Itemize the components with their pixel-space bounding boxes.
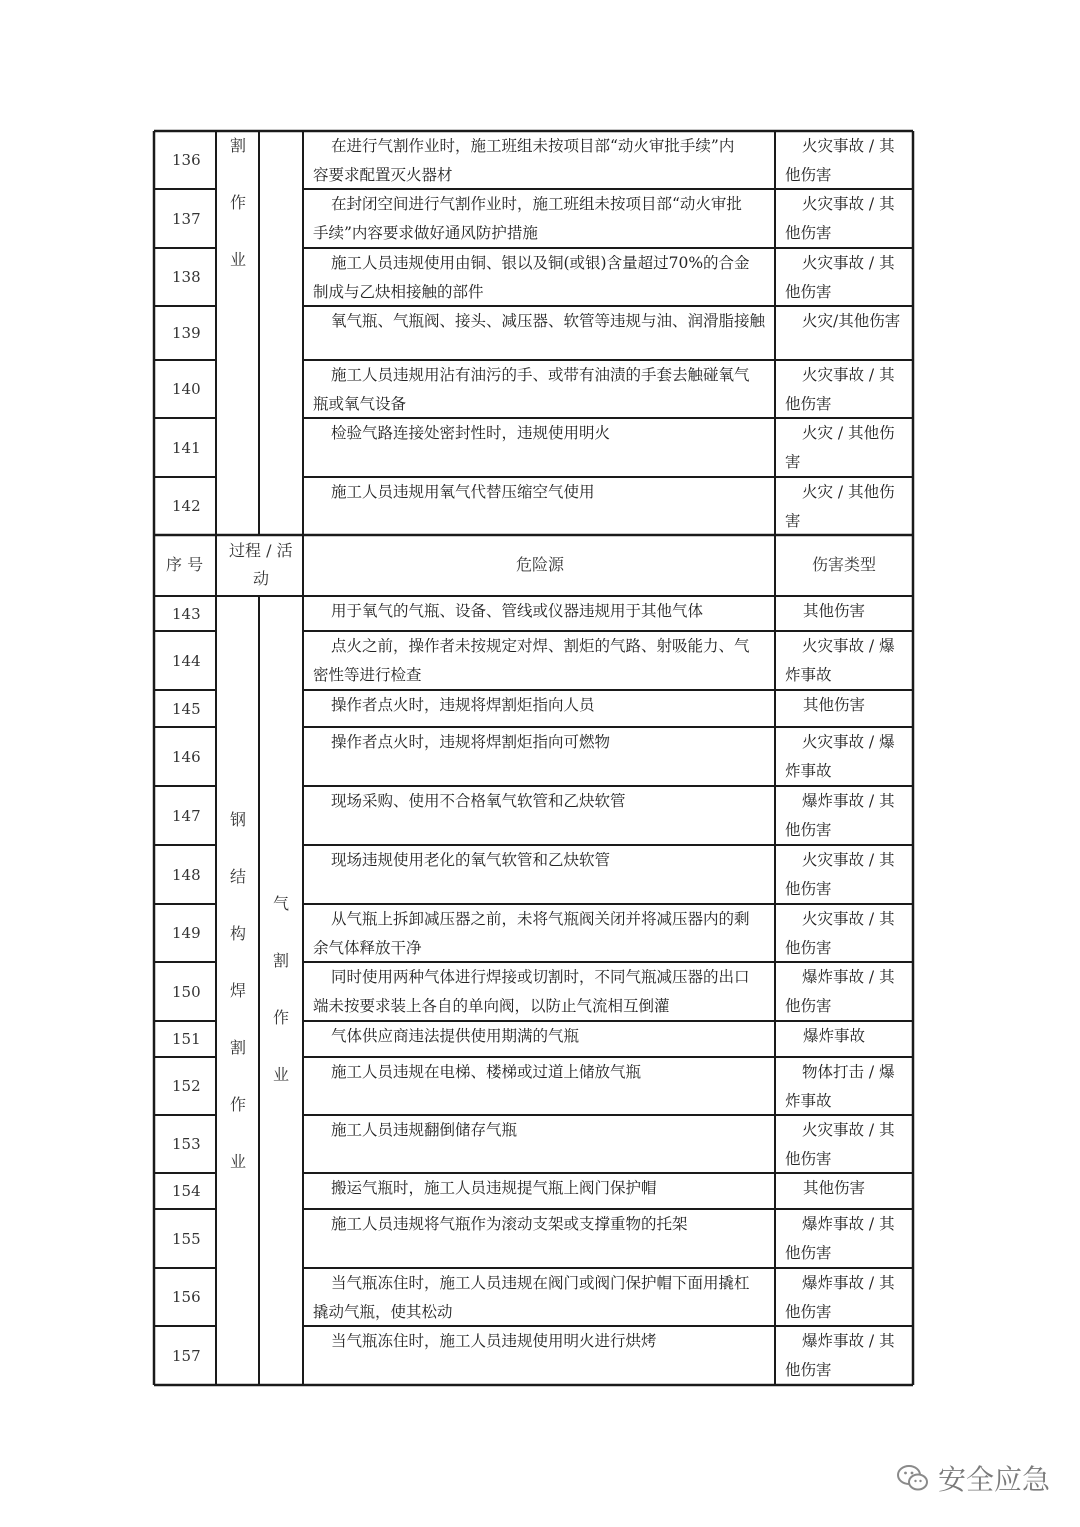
hazard-text: 在进行气割作业时，施工班组未按项目部“动火审批手续”内 xyxy=(331,137,735,155)
injury-text: 他伤害 xyxy=(785,1150,832,1168)
hazard-text: 施工人员违规用沾有油污的手、或带有油渍的手套去触碰氧气 xyxy=(331,366,750,384)
row-number: 156 xyxy=(172,1288,201,1306)
injury-text: 火灾事故 / 其 xyxy=(802,1121,895,1139)
hazard-text: 检验气路连接处密封性时，违规使用明火 xyxy=(331,424,611,442)
injury-text: 爆炸事故 / 其 xyxy=(802,1274,895,1292)
subprocess-char: 作 xyxy=(273,1008,290,1027)
subprocess-char: 气 xyxy=(273,894,290,913)
header-hazard: 危险源 xyxy=(516,555,565,574)
injury-text: 爆炸事故 / 其 xyxy=(802,1215,895,1233)
injury-text: 他伤害 xyxy=(785,395,832,413)
hazard-text: 搬运气瓶时，施工人员违规提气瓶上阀门保护帽 xyxy=(331,1179,657,1197)
injury-text: 其他伤害 xyxy=(803,696,866,714)
row-number: 145 xyxy=(172,699,201,718)
row-number: 136 xyxy=(172,151,201,169)
row-number: 141 xyxy=(172,438,201,457)
hazard-text: 气体供应商违法提供使用期满的气瓶 xyxy=(331,1027,580,1045)
injury-text: 火灾事故 / 其 xyxy=(802,195,895,213)
hazard-text: 当气瓶冻住时，施工人员违规在阀门或阀门保护帽下面用撬杠 xyxy=(331,1274,750,1292)
process-char: 构 xyxy=(230,924,247,943)
row-number: 138 xyxy=(172,268,201,286)
process-char: 业 xyxy=(230,1152,247,1171)
watermark xyxy=(896,1458,1050,1498)
subprocess-char: 割 xyxy=(273,951,290,970)
hazard-text: 点火之前，操作者未按规定对焊、割炬的气路、射吸能力、气 xyxy=(331,637,750,655)
row-number: 139 xyxy=(172,324,201,342)
injury-text: 他伤害 xyxy=(785,821,832,839)
injury-text: 害 xyxy=(785,453,801,471)
row-number: 148 xyxy=(172,865,201,884)
hazard-text: 施工人员违规翻倒储存气瓶 xyxy=(331,1121,518,1139)
row-number: 154 xyxy=(172,1182,201,1200)
injury-text: 他伤害 xyxy=(785,1361,832,1379)
injury-text: 他伤害 xyxy=(785,939,832,957)
process-char: 割 xyxy=(230,1038,247,1057)
injury-text: 火灾 / 其他伤 xyxy=(802,424,895,442)
process-char: 焊 xyxy=(230,981,247,1000)
hazard-text: 施工人员违规使用由铜、银以及铜(或银)含量超过70%的合金 xyxy=(331,254,750,272)
injury-text: 炸事故 xyxy=(785,762,832,780)
row-number: 147 xyxy=(172,806,201,825)
subprocess-char: 割 xyxy=(230,136,247,155)
row-number: 143 xyxy=(172,604,201,623)
injury-text: 他伤害 xyxy=(785,166,832,184)
subprocess-char: 业 xyxy=(273,1065,290,1084)
subprocess-char: 业 xyxy=(230,250,247,269)
injury-text: 物体打击 / 爆 xyxy=(802,1063,895,1081)
injury-text: 爆炸事故 / 其 xyxy=(802,792,895,810)
injury-text: 他伤害 xyxy=(785,283,832,301)
row-number: 155 xyxy=(172,1229,201,1248)
hazard-text: 容要求配置灭火器材 xyxy=(313,166,453,184)
injury-text: 火灾事故 / 其 xyxy=(802,910,895,928)
hazard-text: 余气体释放干净 xyxy=(313,939,422,957)
injury-text: 炸事故 xyxy=(785,1092,832,1110)
injury-text: 火灾事故 / 其 xyxy=(802,851,895,869)
hazard-text: 施工人员违规用氧气代替压缩空气使用 xyxy=(331,483,595,501)
hazard-text: 密性等进行检查 xyxy=(313,666,422,684)
injury-text: 火灾事故 / 其 xyxy=(802,254,895,272)
injury-text: 其他伤害 xyxy=(803,1179,866,1197)
process-char: 结 xyxy=(230,867,247,886)
row-number: 140 xyxy=(172,380,201,398)
header-seq: 序 号 xyxy=(166,555,204,574)
injury-text: 害 xyxy=(785,512,801,530)
injury-text: 爆炸事故 / 其 xyxy=(802,968,895,986)
hazard-text: 撬动气瓶，使其松动 xyxy=(313,1303,453,1321)
row-number: 144 xyxy=(172,651,201,670)
injury-text: 他伤害 xyxy=(785,880,832,898)
injury-text: 他伤害 xyxy=(785,224,832,242)
injury-text: 火灾事故 / 爆 xyxy=(802,733,895,751)
injury-text: 火灾 / 其他伤 xyxy=(802,483,895,501)
injury-text: 火灾事故 / 其 xyxy=(802,366,895,384)
hazard-text: 施工人员违规将气瓶作为滚动支架或支撑重物的托架 xyxy=(331,1215,688,1233)
hazard-text: 制成与乙炔相接触的部件 xyxy=(313,283,484,301)
injury-text: 爆炸事故 / 其 xyxy=(802,1332,895,1350)
hazard-text: 同时使用两种气体进行焊接或切割时，不同气瓶减压器的出口 xyxy=(331,968,750,986)
watermark-text: 安全应急 xyxy=(938,1463,1051,1496)
injury-text: 火灾事故 / 其 xyxy=(802,137,895,155)
hazard-text: 用于氧气的气瓶、设备、管线或仪器违规用于其他气体 xyxy=(331,602,704,620)
hazard-text: 操作者点火时，违规将焊割炬指向可燃物 xyxy=(331,733,611,751)
injury-text: 火灾/其他伤害 xyxy=(802,312,901,330)
row-number: 157 xyxy=(172,1346,201,1365)
wechat-icon xyxy=(896,1463,930,1493)
row-number: 151 xyxy=(172,1030,201,1048)
hazard-text: 瓶或氧气设备 xyxy=(313,395,407,413)
injury-text: 其他伤害 xyxy=(803,602,866,620)
header-process-line1: 过程 / 活 xyxy=(229,541,293,560)
injury-text: 他伤害 xyxy=(785,1303,832,1321)
hazard-text: 现场采购、使用不合格氧气软管和乙炔软管 xyxy=(331,792,626,810)
row-number: 152 xyxy=(172,1077,201,1095)
header-injury: 伤害类型 xyxy=(812,555,877,574)
hazard-text: 施工人员违规在电梯、楼梯或过道上储放气瓶 xyxy=(331,1063,642,1081)
hazard-text: 在封闭空间进行气割作业时，施工班组未按项目部“动火审批 xyxy=(331,195,742,213)
process-char: 钢 xyxy=(230,810,247,829)
hazard-text: 现场违规使用老化的氧气软管和乙炔软管 xyxy=(331,851,611,869)
row-number: 142 xyxy=(172,497,201,515)
row-number: 153 xyxy=(172,1135,201,1153)
hazard-text: 操作者点火时，违规将焊割炬指向人员 xyxy=(331,696,595,714)
injury-text: 他伤害 xyxy=(785,1244,832,1262)
row-number: 146 xyxy=(172,747,201,766)
row-number: 150 xyxy=(172,982,201,1001)
subprocess-char: 作 xyxy=(230,193,247,212)
process-char: 作 xyxy=(230,1095,247,1114)
hazard-text: 端未按要求装上各自的单向阀，以防止气流相互倒灌 xyxy=(313,997,670,1015)
header-process-line2: 动 xyxy=(253,569,270,588)
hazard-text: 氧气瓶、气瓶阀、接头、减压器、软管等违规与油、润滑脂接触 xyxy=(331,312,766,330)
hazard-text: 从气瓶上拆卸减压器之前，未将气瓶阀关闭并将减压器内的剩 xyxy=(331,910,750,928)
injury-text: 爆炸事故 xyxy=(803,1027,866,1045)
hazard-text: 手续”内容要求做好通风防护措施 xyxy=(313,224,538,242)
injury-text: 炸事故 xyxy=(785,666,832,684)
injury-text: 火灾事故 / 爆 xyxy=(802,637,895,655)
hazard-text: 当气瓶冻住时，施工人员违规使用明火进行烘烤 xyxy=(331,1332,657,1350)
row-number: 149 xyxy=(172,924,201,942)
row-number: 137 xyxy=(172,209,201,228)
injury-text: 他伤害 xyxy=(785,997,832,1015)
